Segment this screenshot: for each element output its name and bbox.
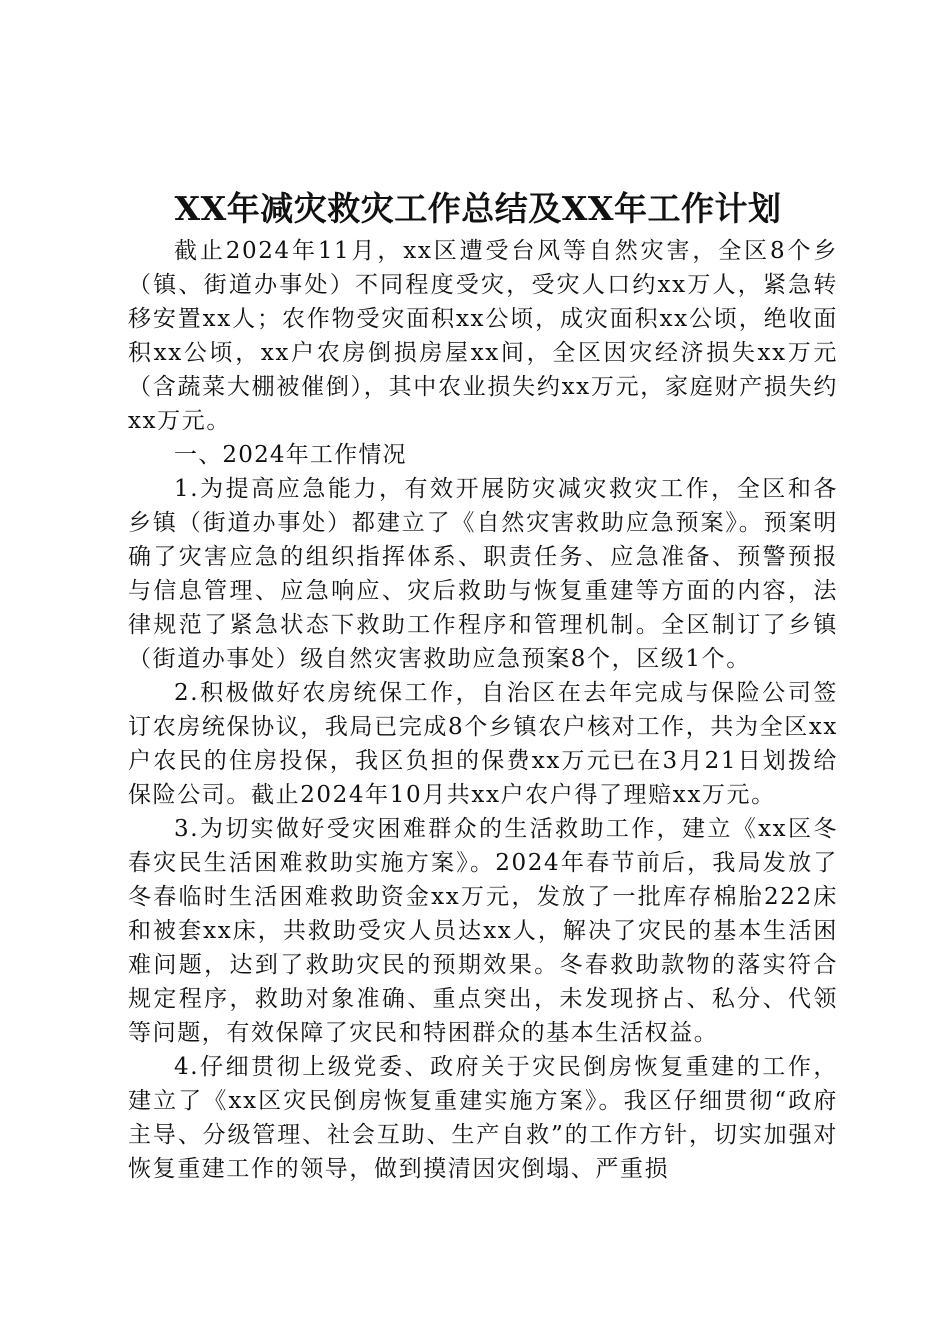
work-item-1: 1.为提高应急能力，有效开展防灾减灾救灾工作，全区和各乡镇（街道办事处）都建立了《自然灾害救助应急预案》。预案明确了灾害应急的组织指挥体系、职责任务、应急准备、预警预报与信息管理、应急响应、灾后救助与恢复重建等方面的内容，法律规范了紧急状态下救助工作程序和管理机制。全区制订了乡镇（街道办事处）级自然灾害救助应急预案8个，区级1个。 — [128, 476, 838, 672]
document-title: XX年减灾救灾工作总结及XX年工作计划 — [174, 189, 782, 228]
work-item-2: 2.积极做好农房统保工作，自治区在去年完成与保险公司签订农房统保协议，我局已完成8个乡镇农户核对工作，共为全区xx户农民的住房投保，我区负担的保费xx万元已在3月21日划拨给保险公司。截止2024年10月共xx户农户得了理赔xx万元。 — [128, 680, 838, 808]
work-item-3: 3.为切实做好受灾困难群众的生活救助工作，建立《xx区冬春灾民生活困难救助实施方案》。2024年春节前后，我局发放了冬春临时生活困难救助资金xx万元，发放了一批库存棉胎222床和被套xx床，共救助受灾人员达xx人，解决了灾民的基本生活困难问题，达到了救助灾民的预期效果。冬春救助款物的落实符合规定程序，救助对象准确、重点突出，未发现挤占、私分、代领等问题，有效保障了灾民和特困群众的基本生活权益。 — [128, 816, 838, 1046]
work-item-4: 4.仔细贯彻上级党委、政府关于灾民倒房恢复重建的工作，建立了《xx区灾民倒房恢复重建实施方案》。我区仔细贯彻“政府主导、分级管理、社会互助、生产自救”的工作方针，切实加强对恢复重建工作的领导，做到摸清因灾倒塌、严重损 — [128, 1054, 838, 1182]
intro-paragraph: 截止2024年11月，xx区遭受台风等自然灾害，全区8个乡（镇、街道办事处）不同程度受灾，受灾人口约xx万人，紧急转移安置xx人；农作物受灾面积xx公顷，成灾面积xx公顷，绝收面积xx公顷，xx户农房倒损房屋xx间，全区因灾经济损失xx万元（含蔬菜大棚被催倒），其中农业损失约xx万元，家庭财产损失约xx万元。 — [128, 238, 838, 434]
document-page — [128, 186, 838, 1186]
section-heading-2024-work: 一、2024年工作情况 — [174, 442, 407, 468]
